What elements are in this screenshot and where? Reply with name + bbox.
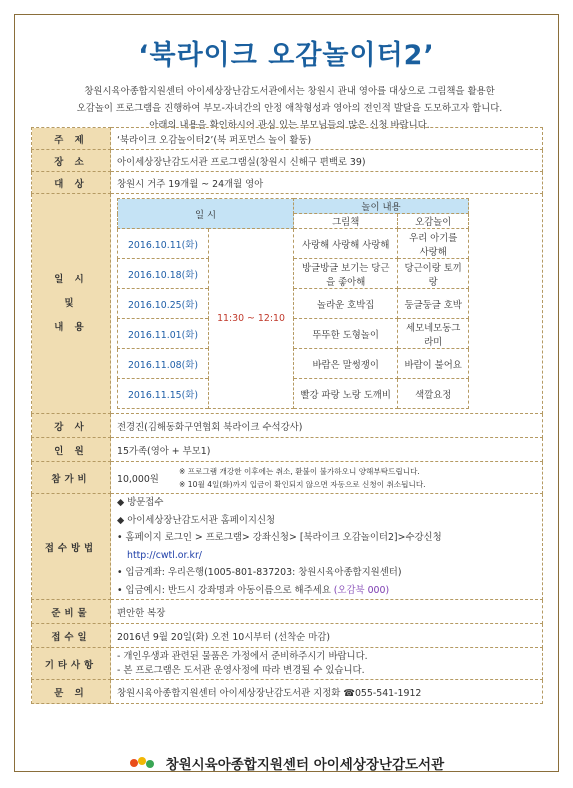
session-book: 놀라운 호박집 [294, 289, 398, 319]
intro-line: 아래의 내용을 확인하시어 관심 있는 부모님들의 많은 신청 바랍니다. [149, 120, 430, 131]
session-play: 색깔요정 [398, 379, 469, 409]
homepage-link[interactable]: http://cwtl.or.kr/ [127, 549, 202, 561]
schedule-header-book: 그림책 [294, 214, 398, 229]
apply-item: • 입금계좌: 우리은행(1005-801-837203: 창원시육아종합지원센터) [117, 567, 402, 578]
apply-item [117, 582, 536, 600]
session-play: 당근이랑 토끼랑 [398, 259, 469, 289]
page-title: ‘북라이크 오감놀이터2’ [138, 40, 435, 71]
target-value: 창원시 거주 19개월 ~ 24개월 영아 [111, 172, 543, 194]
subject-label: 주 제 [32, 128, 111, 150]
apply-example-text: • 입금예시: 반드시 강좌명과 아동이름으로 해주세요 [117, 584, 331, 596]
fee-label: 참가비 [32, 462, 111, 494]
instructor-label: 강 사 [32, 414, 111, 438]
session-date: 2016.10.11(화) [118, 229, 209, 259]
schedule-cell [111, 194, 543, 414]
footer-text: 창원시육아종합지원센터 아이세상장난감도서관 [165, 757, 445, 773]
capacity-label: 인 원 [32, 438, 111, 462]
info-table [31, 127, 543, 704]
etc-line: - 본 프로그램은 도서관 운영사정에 따라 변경될 수 있습니다. [117, 664, 365, 676]
target-label: 대 상 [32, 172, 111, 194]
etc-cell [111, 648, 543, 680]
schedule-header-play: 오감놀이 [398, 214, 469, 229]
session-date: 2016.11.15(화) [118, 379, 209, 409]
fee-note: ※ 프로그램 개강한 이후에는 취소, 환불이 불가하오니 양해부탁드립니다. [179, 466, 420, 476]
schedule-table [117, 198, 469, 409]
contact-value: 창원시육아종합지원센터 아이세상장난감도서관 지정화 ☎055-541-1912 [111, 680, 543, 704]
apply-item: ◆ 방문접수 [117, 497, 164, 508]
session-play: 바람이 불어요 [398, 349, 469, 379]
reception-label: 접수일 [32, 624, 111, 648]
prep-value: 편안한 복장 [111, 600, 543, 624]
etc-line: - 개인우생과 관련된 물품은 가정에서 준비하주시기 바랍니다. [117, 650, 368, 662]
session-date: 2016.10.18(화) [118, 259, 209, 289]
session-book: 사랑해 사랑해 사랑해 [294, 229, 398, 259]
session-book: 뚜뚜한 도형놀이 [294, 319, 398, 349]
intro-line: 오감놀이 프로그램을 진행하여 부모-자녀간의 안정 애착형성과 영아의 전인적 발달을 도모하고자 합니다. [76, 103, 503, 114]
session-book: 방글방글 보기는 당근을 좋아해 [294, 259, 398, 289]
intro-line: 창원시육아종합지원센터 아이세상장난감도서관에서는 창원시 관내 영아를 대상으로 그림책을 활용한 [84, 86, 495, 97]
fee-note: ※ 10월 4일(화)까지 입금이 확인되지 않으면 자동으로 신청이 취소됩니다. [179, 479, 426, 489]
place-label: 장 소 [32, 150, 111, 172]
session-play: 세모네모동그라미 [398, 319, 469, 349]
apply-cell [111, 494, 543, 600]
prep-label: 준비물 [32, 600, 111, 624]
apply-item: • 홈페이지 로그인 > 프로그램> 강좌신청> [북라이크 오감놀이터2]>수강신청 [117, 532, 442, 543]
fee-cell [111, 462, 543, 494]
schedule-header-content: 놀이 내용 [294, 199, 469, 214]
session-play: 둥글둥글 호박 [398, 289, 469, 319]
footer [15, 753, 558, 775]
session-book: 빨강 파랑 노랑 도깨비 [294, 379, 398, 409]
schedule-label-line: 및 [64, 297, 78, 309]
subject-value: ‘북라이크 오감놀이터2’(북 퍼포먼스 놀이 활동) [111, 128, 543, 150]
contact-label: 문 의 [32, 680, 111, 704]
session-book: 바람은 말썽쟁이 [294, 349, 398, 379]
poster-frame [14, 14, 559, 772]
session-play: 우리 아기를 사랑해 [398, 229, 469, 259]
schedule-label-line: 내 용 [54, 321, 88, 333]
schedule-header-time: 일 시 [118, 199, 294, 229]
capacity-value: 15가족(영아 + 부모1) [111, 438, 543, 462]
schedule-label-line: 일 시 [54, 273, 88, 285]
apply-label: 접수방법 [32, 494, 111, 600]
fee-value: 10,000원 [117, 473, 159, 485]
reception-value: 2016년 9월 20일(화) 오전 10시부터 (선착순 마감) [111, 624, 543, 648]
instructor-value: 전경진(김해동화구연협회 북라이크 수석강사) [111, 414, 543, 438]
etc-label: 기타사항 [32, 648, 111, 680]
apply-item: ◆ 아이세상장난감도서관 홈페이지신청 [117, 514, 276, 526]
session-date: 2016.10.25(화) [118, 289, 209, 319]
center-logo-icon [129, 755, 157, 775]
apply-example-value: (오감북 000) [333, 584, 390, 596]
session-time: 11:30 ~ 12:10 [209, 229, 294, 409]
session-date: 2016.11.01(화) [118, 319, 209, 349]
place-value: 아이세상장난감도서관 프로그램실(창원시 신해구 편백로 39) [111, 150, 543, 172]
session-date: 2016.11.08(화) [118, 349, 209, 379]
schedule-label [32, 194, 111, 414]
